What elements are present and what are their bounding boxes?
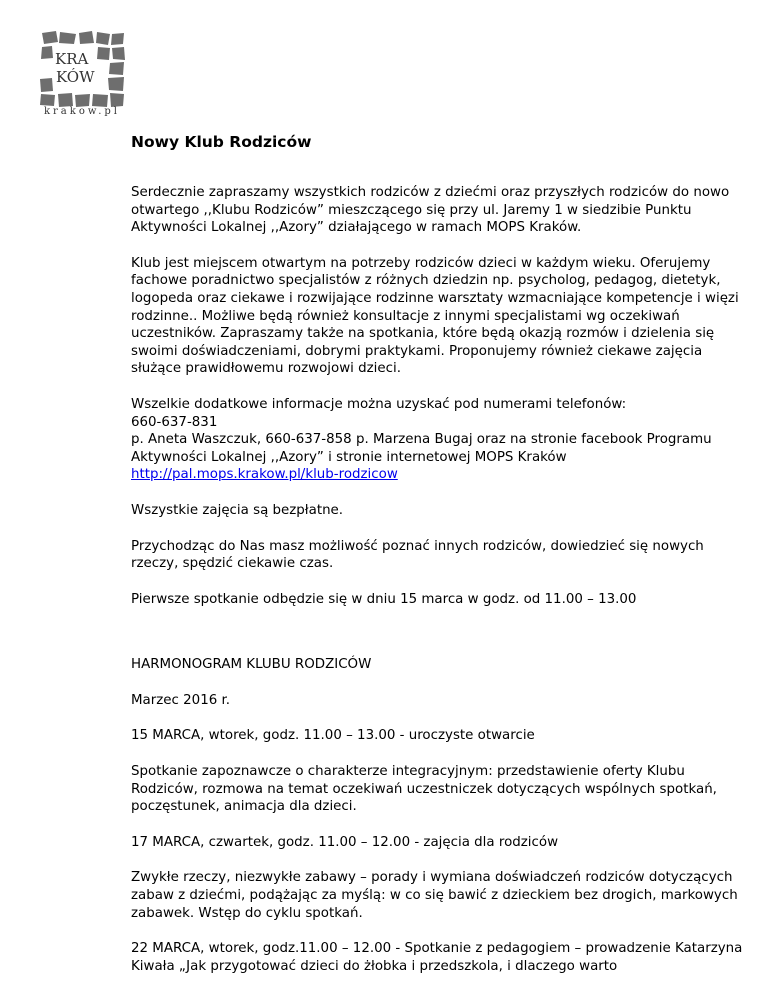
krakow-logo-mosaic — [38, 30, 126, 108]
paragraph-first-meeting: Pierwsze spotkanie odbędzie się w dniu 15 marca w godz. od 11.00 – 13.00 — [131, 591, 637, 607]
logo-caption: krakow.pl — [43, 106, 121, 117]
schedule-item-description: Spotkanie zapoznawcze o charakterze integracyjnym: przedstawienie oferty Klubu Rodziców, rozmowa na temat oczekiwań uczestniczek dotyczących wspólnych spotkań, poczęstunek, animacja dla dzieci. — [131, 764, 717, 815]
document-body — [131, 184, 751, 993]
spacer — [131, 626, 751, 656]
contact-block — [131, 396, 751, 484]
paragraph-club-description: Klub jest miejscem otwartym na potrzeby rodziców dzieci w każdym wieku. Oferujemy fachowe poradnictwo specjalistów z różnych dziedzin np. psycholog, pedagog, dietetyk, logopeda oraz ciekawe i rozwijające rodzinne warsztaty wzmacniające kompetencje i więzi rodzinne.. Możliwe będą również konsultacje z innymi specjalistami wg oczekiwań uczestników. Zapraszamy także na spotkania, które będą okazją rozmów i dzielenia się swoimi doświadczeniami, dobrymi praktykami. Proponujemy również ciekawe zajęcia służące prawidłowemu rozwojowi dzieci. — [131, 255, 739, 377]
schedule-item-when: 17 MARCA, czwartek, godz. 11.00 – 12.00 - zajęcia dla rodziców — [131, 834, 559, 850]
paragraph-benefit: Przychodząc do Nas masz możliwość poznać innych rodziców, dowiedzieć się nowych rzeczy, spędzić ciekawie czas. — [131, 538, 704, 572]
schedule-month: Marzec 2016 r. — [131, 692, 231, 708]
contact-line-number: 660-637-831 — [131, 414, 218, 430]
contact-link-line — [131, 466, 751, 484]
schedule-item-description: Zwykłe rzeczy, niezwykłe zabawy – porady i wymiana doświadczeń rodziców dotyczących zabaw z dziećmi, podążając za myślą: w co się bawić z dzieckiem bez drogich, markowych zabawek. Wstęp do cyklu spotkań. — [131, 870, 738, 921]
logo-text-kow: KÓW — [56, 68, 95, 86]
contact-line-persons: p. Aneta Waszczuk, 660-637-858 p. Marzena Bugaj oraz na stronie facebook Programu Aktywności Lokalnej ,,Azory” i stronie internetowej MOPS Kraków — [131, 432, 712, 465]
schedule-heading: HARMONOGRAM KLUBU RODZICÓW — [131, 657, 372, 673]
paragraph-intro: Serdecznie zapraszamy wszystkich rodziców z dziećmi oraz przyszłych rodziców do nowo otwartego ,,Klubu Rodziców” mieszczącego się przy ul. Jaremy 1 w siedzibie Punktu Aktywności Lokalnej ,,Azory” działającego w ramach MOPS Kraków. — [131, 185, 730, 236]
contact-line-phones: Wszelkie dodatkowe informacje można uzyskać pod numerami telefonów: — [131, 396, 627, 412]
schedule-item-when: 15 MARCA, wtorek, godz. 11.00 – 13.00 - uroczyste otwarcie — [131, 728, 535, 744]
paragraph-free: Wszystkie zajęcia są bezpłatne. — [131, 502, 344, 518]
logo-text-kra: KRA — [55, 50, 89, 68]
page-title: Nowy Klub Rodziców — [131, 133, 312, 151]
schedule-item-when: 22 MARCA, wtorek, godz.11.00 – 12.00 - Spotkanie z pedagogiem – prowadzenie Katarzyna Kiwała „Jak przygotować dzieci do żłobka i przedszkola, i dlaczego warto — [131, 941, 743, 974]
klub-rodzicow-link[interactable]: http://pal.mops.krakow.pl/klub-rodzicow — [131, 467, 398, 483]
